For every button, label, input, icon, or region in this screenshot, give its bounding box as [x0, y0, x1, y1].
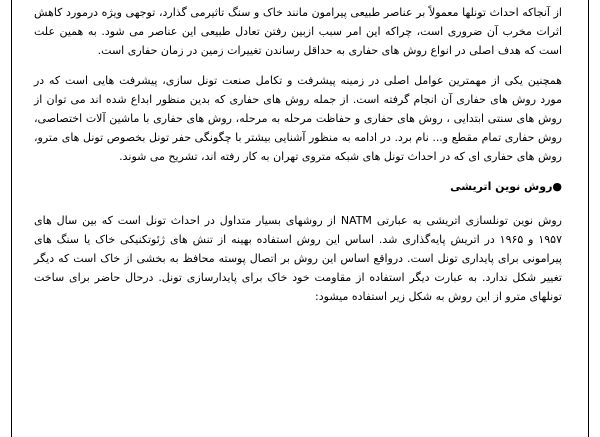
page-border-right	[588, 0, 589, 437]
paragraph-tunnel-environmental-impact: از آنجاکه احداث تونلها معمولاً بر عناصر طبیعی پیرامون مانند خاک و سنگ تاثیرمی گذارد، توجهی ویژه درمورد کاهش اثرات مخرب آن ضروری است، چراکه این امر سبب ازبین رفتن تعادل طبیعی این عناصر می شود. به همین علت است که هدف اصلی در انواع روش های حفاری به حداقل رساندن تغییرات زمین در زمان حفاری است.	[34, 6, 562, 57]
section-heading-natm: ●روش نوین اتریشی	[450, 180, 562, 194]
paragraph-natm-description: روش نوین تونلسازی اتریشی به عبارتی NATM از روشهای بسیار متداول در احداث تونل است که بین سال های ۱۹۵۷ و ۱۹۶۵ در اتریش پایه‌گذاری شد. اساس این روش استفاده بهینه از تنش های ژئوتکنیکی خاک یا سنگ های پیرامونی برای پایداری تونل است. درواقع اساس این روش بر اتصال پوسته محافظ به بخشی از خاک است که دیگر تغییر شکل ندارد. به عبارت دیگر استفاده از مقاومت خود خاک برای پایدارسازی تونل. درحال حاضر برای ساخت تونلهای مترو از این روش به شکل زیر استفاده میشود:	[34, 214, 562, 303]
page-border-left	[11, 0, 12, 437]
paragraph-excavation-methods: همچنین یکی از مهمترین عوامل اصلی در زمینه پیشرفت و تکامل صنعت تونل سازی، پیشرفت هایی است که در مورد روش های حفاری آن انجام گرفته است. از جمله روش های حفاری که بدین منظور ابداع شده اند می توان از روش های سنتی ابتدایی ، روش های حفاری و حفاظت مرحله به مرحله، روش های حفاری با ماشین آلات اختصاصی، روش حفاری تمام مقطع و... نام برد. در ادامه به منظور آشنایی بیشتر با چگونگی حفر تونل بخصوص تونل های مترو، روش های حفاری ای که در احداث تونل های شبکه متروی تهران به کار رفته اند، تشریح می شوند.	[34, 74, 562, 163]
document-body	[34, 0, 562, 306]
